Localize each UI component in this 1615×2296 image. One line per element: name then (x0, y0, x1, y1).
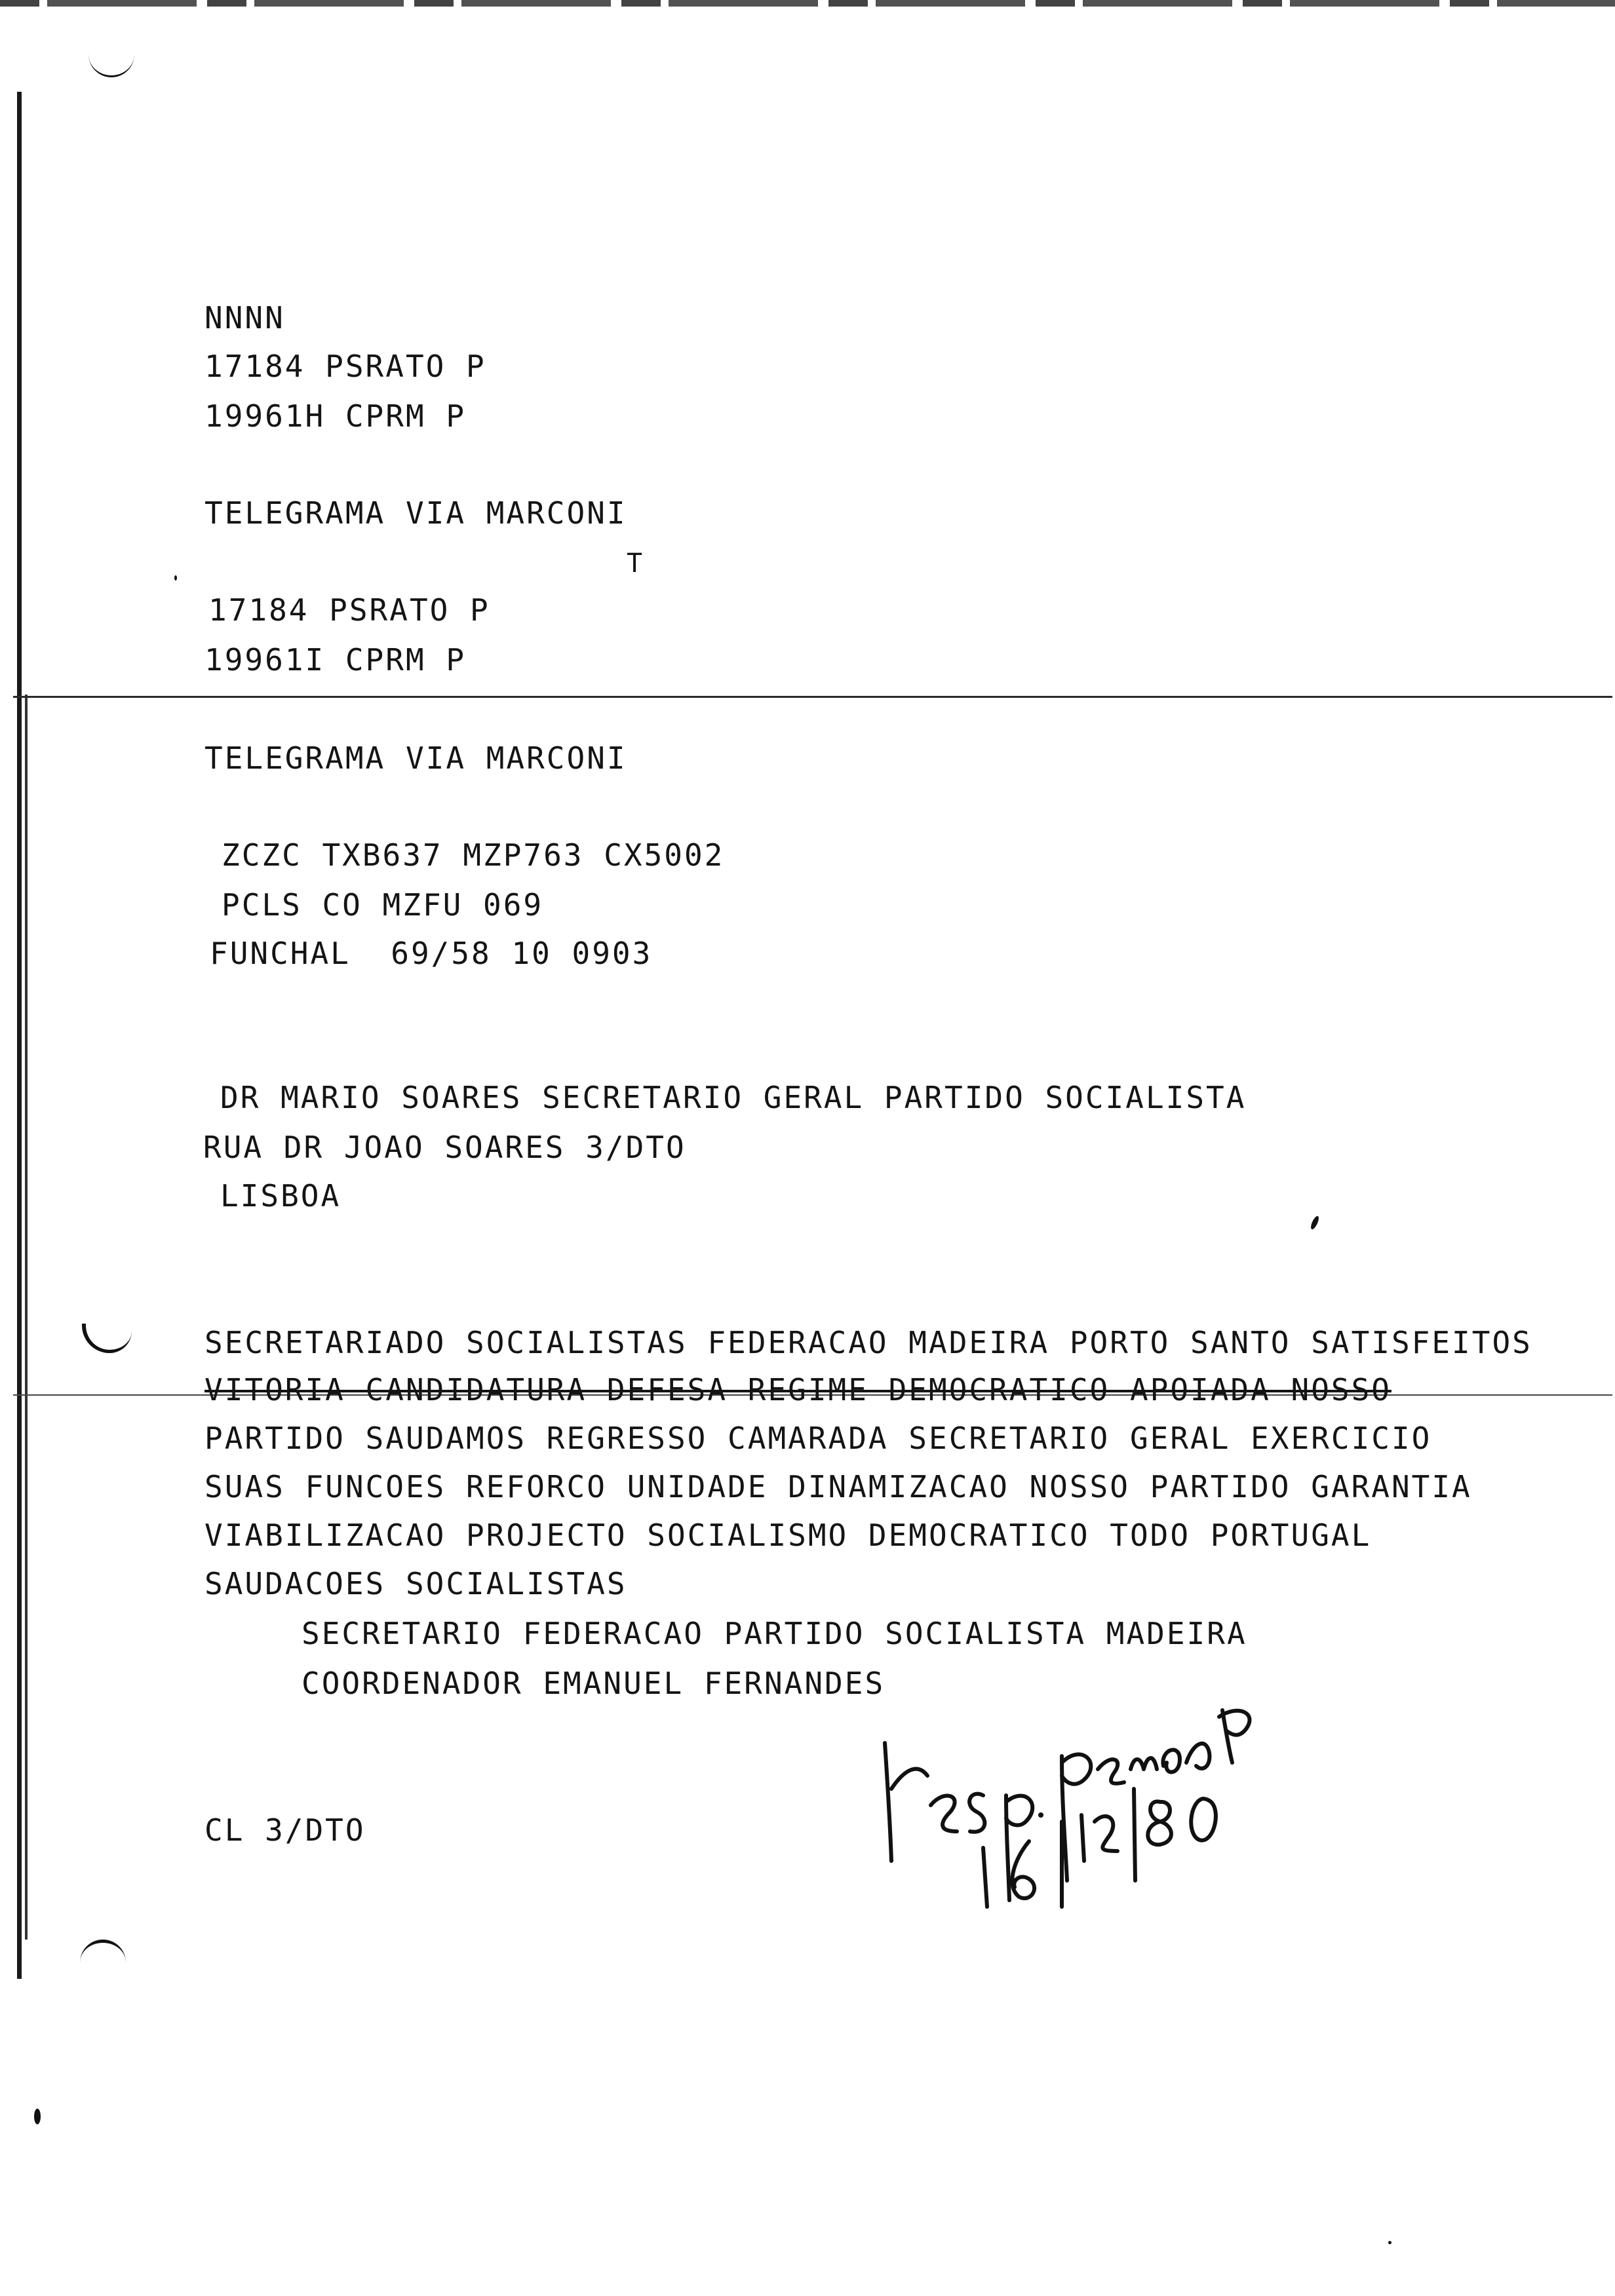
message-line-4: SUAS FUNCOES REFORCO UNIDADE DINAMIZACAO NOSSO PARTIDO GARANTIA (204, 1469, 1472, 1504)
routing-line-2: PCLS CO MZFU 069 (222, 887, 544, 923)
message-line-5: VIABILIZACAO PROJECTO SOCIALISMO DEMOCRATICO TODO PORTUGAL (204, 1518, 1372, 1553)
handwriting-stroke (1038, 1812, 1043, 1818)
scan-left-bar-secondary (25, 695, 28, 1940)
address-line-1: DR MARIO SOARES SECRETARIO GERAL PARTIDO SOCIALISTA (220, 1080, 1247, 1115)
handwriting-stroke (931, 1796, 957, 1831)
ink-speck (1310, 1215, 1321, 1230)
scan-left-bar (17, 92, 22, 1979)
telegram-label-second: TELEGRAMA VIA MARCONI (204, 740, 627, 776)
first-block-line-2: 19961I CPRM P (204, 642, 467, 678)
handwriting-stroke (1062, 1754, 1091, 1881)
first-block-line-1: 17184 PSRATO P (208, 592, 490, 628)
address-line-2: RUA DR JOAO SOARES 3/DTO (203, 1130, 686, 1165)
handwriting-stroke (1219, 1710, 1249, 1763)
handwriting-stroke (1095, 1816, 1118, 1851)
handwriting-stroke (1148, 1801, 1171, 1845)
punch-hole-mark-middle (82, 1324, 132, 1353)
signature-line-1: SECRETARIO FEDERACAO PARTIDO SOCIALISTA MADEIRA (302, 1616, 1247, 1651)
scan-top-edge (0, 0, 1615, 7)
handwritten-note (865, 1691, 1272, 1926)
routing-line-3: FUNCHAL 69/58 10 0903 (210, 936, 653, 971)
handwriting-stroke (1081, 1815, 1084, 1861)
handwriting-stroke (1163, 1750, 1180, 1772)
message-line-3: PARTIDO SAUDAMOS REGRESSO CAMARADA SECRETARIO GERAL EXERCICIO (204, 1421, 1432, 1456)
footer-code: CL 3/DTO (204, 1812, 366, 1848)
handwriting-stroke (1098, 1759, 1124, 1784)
message-line-6: SAUDACOES SOCIALISTAS (204, 1566, 627, 1601)
handwriting-stroke (1186, 1744, 1209, 1769)
handwriting-stroke (885, 1743, 927, 1861)
handwriting-stroke (1134, 1789, 1135, 1881)
message-line-2: VITORIA CANDIDATURA DEFESA REGIME DEMOCRATICO APOIADA NOSSO (204, 1372, 1391, 1407)
message-line-1: SECRETARIADO SOCIALISTAS FEDERACAO MADEIRA PORTO SANTO SATISFEITOS (204, 1325, 1532, 1360)
handwriting-stroke (1006, 1795, 1032, 1900)
marker: T (627, 548, 645, 579)
routing-line-1: ZCZC TXB637 MZP763 CX5002 (222, 837, 725, 873)
fold-line-upper (13, 696, 1612, 698)
punch-hole-mark-bottom (80, 1940, 126, 1969)
telegram-label-first: TELEGRAMA VIA MARCONI (204, 495, 627, 531)
handwriting-stroke (1012, 1841, 1034, 1898)
header-line-3: 19961H CPRM P (204, 398, 467, 434)
ink-speck (1388, 2241, 1391, 2244)
handwriting-stroke (1131, 1758, 1157, 1769)
address-line-3: LISBOA (220, 1178, 341, 1214)
header-line-1: NNNN (204, 300, 285, 335)
punch-hole-mark-top (88, 49, 134, 77)
handwriting-stroke (983, 1848, 987, 1907)
signature-line-2: COORDENADOR EMANUEL FERNANDES (302, 1666, 885, 1701)
ink-speck (174, 575, 177, 581)
handwriting-stroke (1191, 1799, 1216, 1841)
handwriting-stroke (969, 1794, 984, 1832)
header-line-2: 17184 PSRATO P (204, 349, 486, 384)
ink-speck (34, 2109, 41, 2124)
